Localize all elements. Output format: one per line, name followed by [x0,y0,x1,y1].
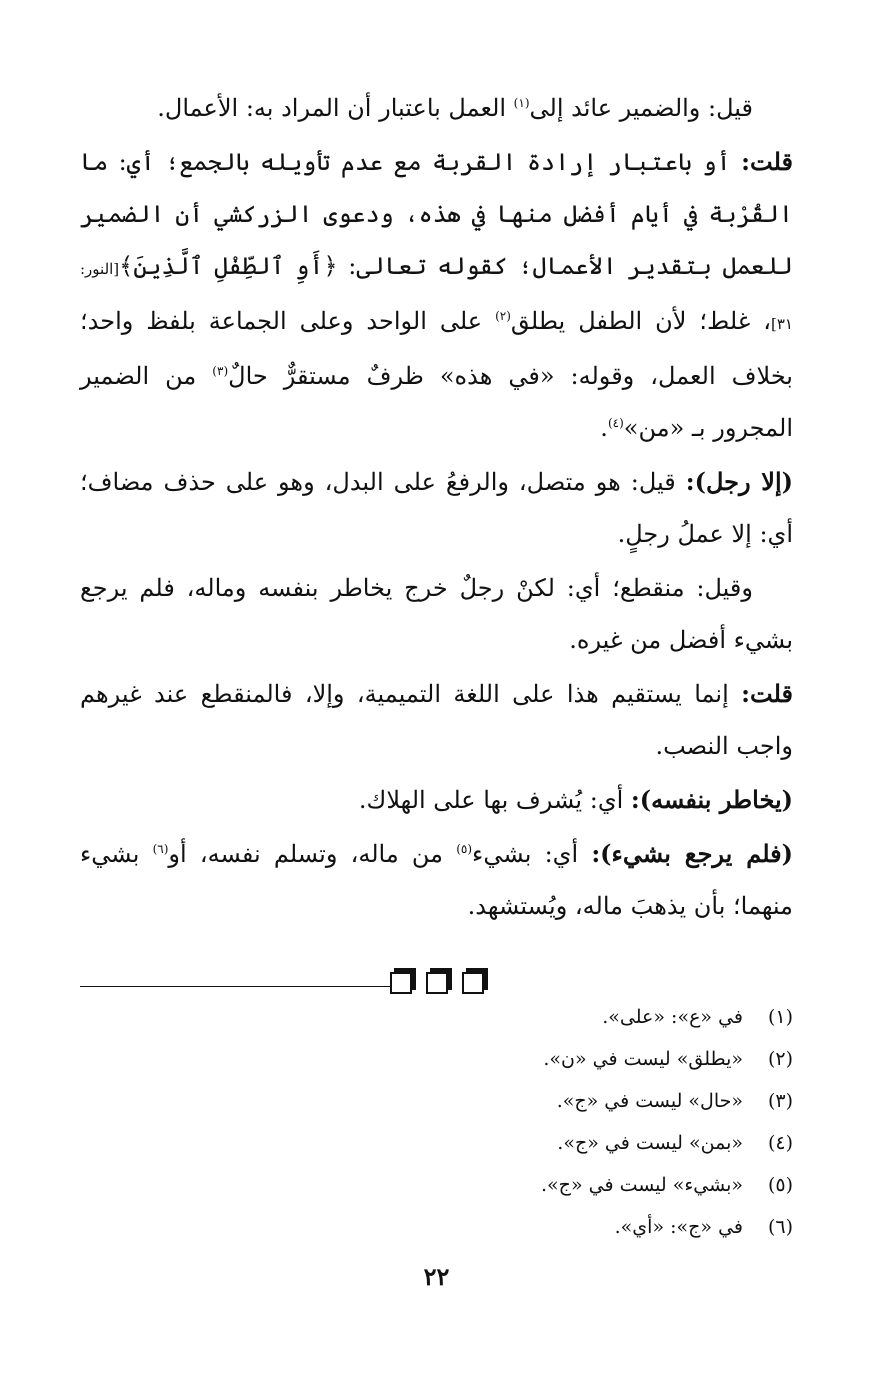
footnote-item [293,996,793,1038]
text-span: بشيء منهما؛ بأن يذهبَ ماله، ويُستشهد. [80,840,793,920]
footnote-item [293,1206,793,1248]
footnote-text: «حال» ليست في «ج». [556,1090,743,1112]
footnote-number: (١) [767,1006,793,1028]
footnote-marker-2: (٢) [495,309,511,323]
footnote-item [293,1164,793,1206]
footnote-number: (٤) [767,1132,793,1154]
paragraph-1 [80,82,793,134]
page-number: ٢٢ [423,1262,450,1291]
footnote-text: «بمن» ليست في «ج». [557,1132,743,1154]
text-span: من ماله، وتسلم نفسه، أو [168,840,457,868]
footnote-text: «يطلق» ليست في «ن». [543,1048,743,1070]
main-text [80,82,793,994]
separator-square-icon [390,972,412,994]
footnote-number: (٢) [767,1048,793,1070]
footnote-divider [80,986,392,987]
footnote-item [293,1080,793,1122]
bold-lead: قلت: [741,147,793,176]
paragraph-2 [80,136,793,454]
text-span: ، غلط؛ لأن الطفل يطلق [510,307,772,335]
text-span: العمل باعتبار أن المراد به: الأعمال. [157,94,514,122]
footnote-marker-1: (١) [513,96,530,110]
bold-lead: (فلم يرجع بشيء): [591,839,793,868]
footnote-number: (٣) [767,1090,793,1112]
text-span: على الواحد وعلى الجماعة بلفظ واحد؛ بخلاف العمل، وقوله: «في هذه» ظرفٌ مستقرٌّ حالٌ [80,307,793,390]
paragraph-3 [80,456,793,560]
paragraph-6 [80,774,793,826]
footnote-number: (٥) [767,1174,793,1196]
text-span: من الضمير المجرور بـ «من» [80,362,793,442]
footnotes [293,996,793,1248]
paragraph-5 [80,668,793,772]
footnote-marker-3: (٣) [212,364,229,378]
section-separator [80,972,793,994]
footnote-text: «بشيء» ليست في «ج». [541,1174,743,1196]
footnote-marker-5: (٥) [456,842,473,856]
footnote-item [293,1122,793,1164]
footnote-text: في «ع»: «على». [602,1006,743,1028]
text-span: أي: بشيء [472,840,592,868]
separator-square-icon [462,972,484,994]
text-span: . [600,414,608,442]
footnote-text: في «ج»: «أي». [614,1216,743,1238]
footnote-marker-6: (٦) [152,842,169,856]
bold-lead: (يخاطر بنفسه): [630,785,793,814]
text-span: قيل: والضمير عائد إلى [529,94,753,122]
footnote-number: (٦) [767,1216,793,1238]
verse-reference: [النور: ٣١] [80,260,793,333]
footnote-marker-4: (٤) [607,416,624,430]
paragraph-7 [80,828,793,932]
text-span: أي: يُشرف بها على الهلاك. [358,786,631,814]
separator-square-icon [426,972,448,994]
paragraph-4 [80,562,793,666]
text-span: إنما يستقيم هذا على اللغة التميمية، وإلا، فالمنقطع عند غيرهم واجب النصب. [80,680,793,760]
text-span: وقيل: منقطع؛ أي: لكنْ رجلٌ خرج يخاطر بنفسه وماله، فلم يرجع بشيء أفضل من غيره. [80,574,793,654]
bold-lead: قلت: [741,679,793,708]
text-span: أو باعتبار إرادة القربة مع عدم تأويله بالجمع؛ أي: ما القُرْبة في أيام أفضل منها في هذه، ودعوى الزركشي أن الضمير للعمل بتقدير الأعمال؛ كقوله تعالى: [80,148,793,280]
footnote-item [293,1038,793,1080]
text-span: قيل: هو متصل، والرفعُ على البدل، وهو على حذف مضاف؛ أي: إلا عملُ رجلٍ. [80,468,793,548]
bold-lead: (إلا رجل): [685,467,794,496]
quran-verse: ﴿أَوِ ٱلطِّفْلِ ٱلَّذِينَ﴾ [119,252,338,280]
